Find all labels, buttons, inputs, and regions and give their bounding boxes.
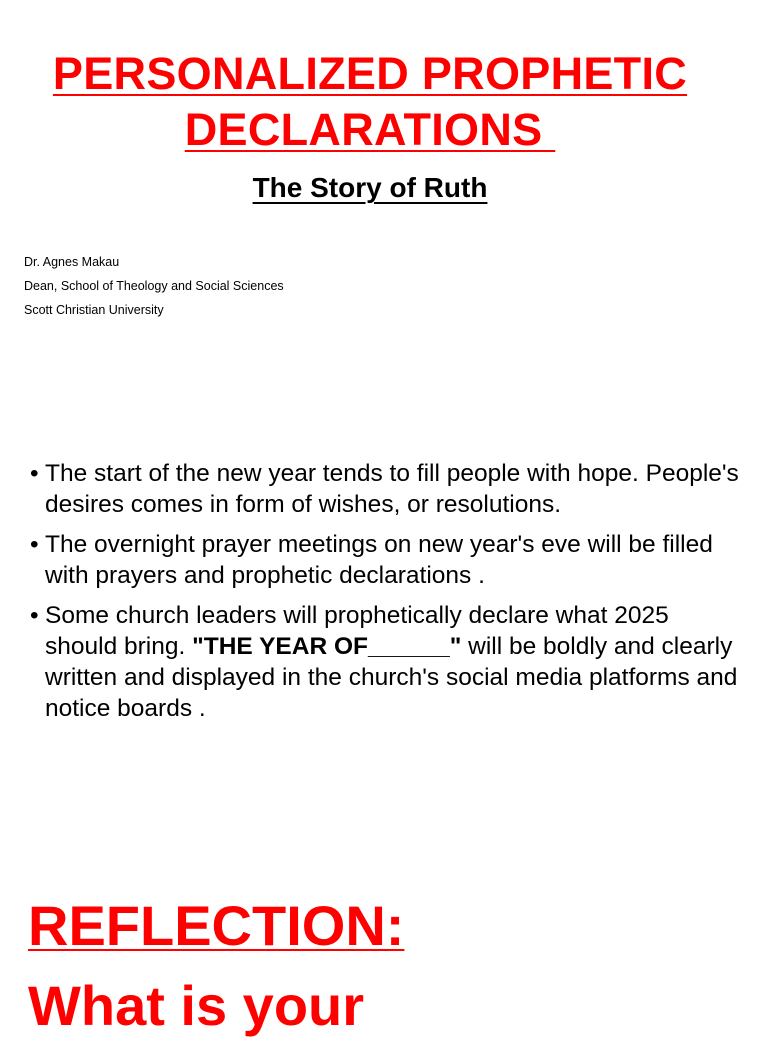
reflection-line-1: REFLECTION: — [28, 894, 405, 957]
author-name: Dr. Agnes Makau — [24, 255, 120, 269]
subtitle: The Story of Ruth — [252, 172, 488, 203]
bullet-symbol: • — [30, 602, 39, 629]
author-block — [24, 250, 284, 322]
author-position: Dean, School of Theology and Social Sciences — [24, 279, 284, 293]
bullet-text-before: Some church leaders will prophetically declare what 2025 should bring. — [45, 602, 669, 660]
page-title — [0, 46, 740, 158]
bullet-item — [30, 600, 740, 724]
bullet-symbol: • — [30, 531, 39, 558]
reflection-heading — [28, 886, 404, 1046]
author-institution: Scott Christian University — [24, 303, 164, 317]
bullet-item — [30, 529, 740, 591]
bullet-list — [30, 458, 740, 733]
title-line-2: DECLARATIONS — [184, 104, 556, 155]
reflection-line-2: What is your — [28, 974, 365, 1037]
bullet-item — [30, 458, 740, 520]
title-line-1: PERSONALIZED PROPHETIC — [52, 48, 688, 99]
bullet-symbol: • — [30, 460, 39, 487]
bullet-text-after: will be boldly and clearly written and displayed in the church's social media platforms and notice boards . — [45, 633, 738, 722]
bullet-text-bold: "THE YEAR OF______" — [192, 633, 462, 660]
bullet-text: The overnight prayer meetings on new year's eve will be filled with prayers and prophetic declarations . — [45, 531, 713, 589]
bullet-text: The start of the new year tends to fill people with hope. People's desires comes in form of wishes, or resolutions. — [45, 460, 739, 518]
